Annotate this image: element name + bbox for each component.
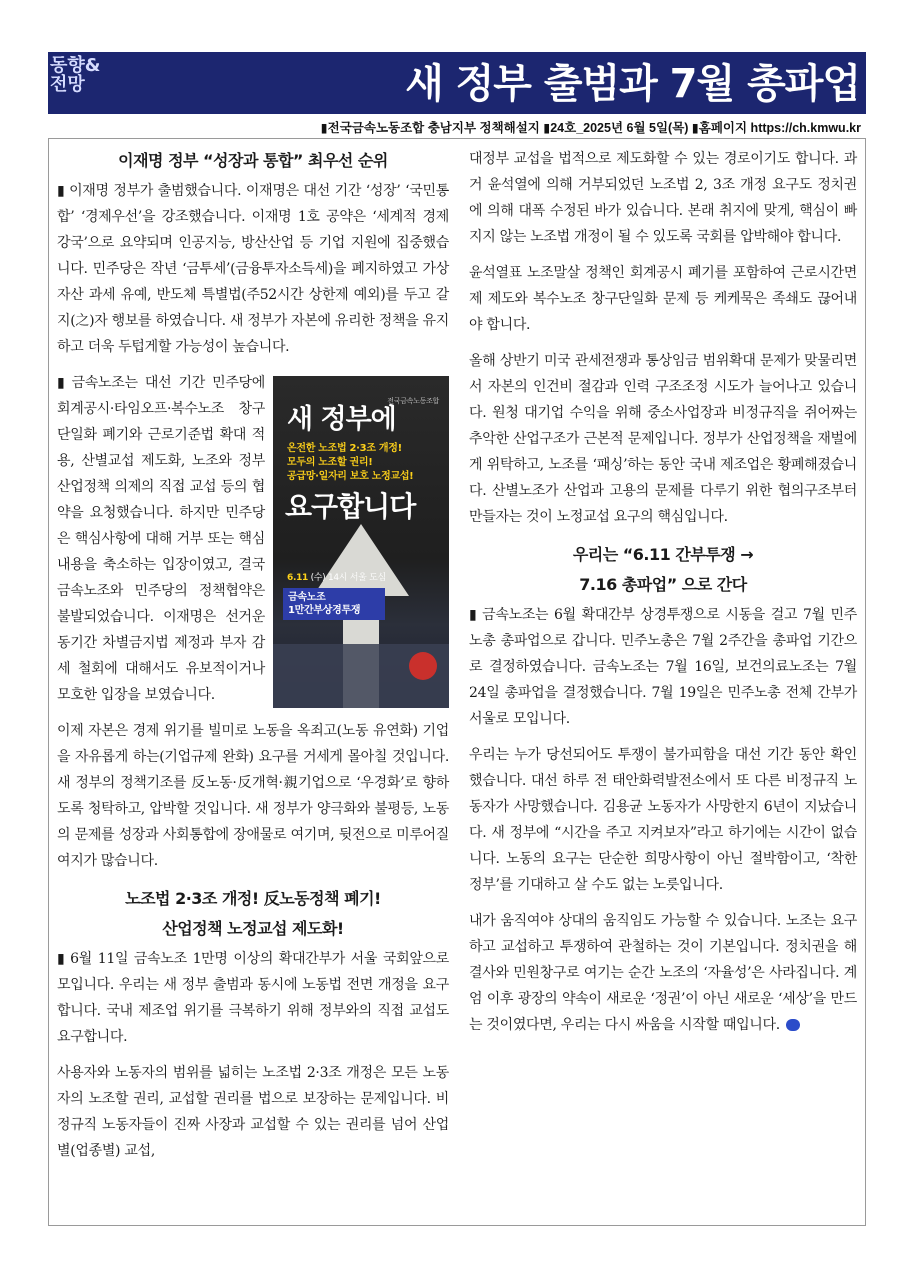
- heading-union-law-line-1: 노조법 2·3조 개정! 反노동정책 폐기!: [125, 889, 381, 908]
- poster-date-rest: (수) 14시 서울 도심: [308, 573, 386, 583]
- publication-info: ▮전국금속노동조합 충남지부 정책해설지 ▮24호_2025년 6월 5일(목) ▮홈페이지 https://ch.kmwu.kr: [320, 121, 861, 135]
- paragraph: ▮ 6월 11일 금속노조 1만명 이상의 확대간부가 서울 국회앞으로 모입니다. 우리는 새 정부 출범과 동시에 노동법 전면 개정을 요구합니다. 국내 제조업 위기를 극복하기 위해 정부와의 직접 교섭도 요구합니다.: [57, 951, 449, 1045]
- poster-box-line-2: 1만간부상경투쟁: [288, 605, 361, 616]
- poster-demands: [287, 442, 413, 484]
- poster-demand-1: 온전한 노조법 2·3조 개정!: [287, 443, 402, 454]
- paragraph: 올해 상반기 미국 관세전쟁과 통상임금 범위확대 문제가 맞물리면서 자본의 인건비 절감과 인력 구조조정 시도가 늘어나고 있습니다. 원청 대기업 수익을 위해 중소사업장과 비정규직을 쥐어짜는 추악한 산업구조가 근본적 문제입니다. 정부가 산업정책을 재벌에게 위탁하고, 노조를 ‘패싱’하는 동안 국내 제조업은 황폐해졌습니다. 산별노조가 산업과 고용의 문제를 다루기 위한 협의구조부터 만들자는 것이 노정교섭 요구의 핵심입니다.: [469, 353, 857, 525]
- poster-event-box: [283, 588, 385, 620]
- left-column: [57, 146, 449, 1164]
- paragraph: 우리는 누가 당선되어도 투쟁이 불가피함을 대선 기간 동안 확인했습니다. 대선 하루 전 태안화력발전소에서 또 다른 비정규직 노동자가 사망했습니다. 김용균 노동자가 사망한지 6년이 지났습니다. 새 정부에 “시간을 주고 지켜보자”라고 하기에는 시간이 없습니다. 노동의 요구는 단순한 희망사항이 아닌 절박함이고, ‘착한 정부’를 기대하고 살 수도 없는 노릇입니다.: [469, 747, 857, 893]
- poster-logo: 전국금속노동조합: [387, 397, 439, 405]
- heading-growth-integration: 이재명 정부 “성장과 통합” 최우선 순위: [118, 151, 388, 170]
- end-mark-icon: [786, 1019, 800, 1031]
- poster-headline-1: 새 정부에: [287, 404, 396, 435]
- paragraph: 사용자와 노동자의 범위를 넓히는 노조법 2·3조 개정은 모든 노동자의 노조할 권리, 교섭할 권리를 법으로 보장하는 문제입니다. 비정규직 노동자들이 진짜 사장과 교섭할 수 있는 권리를 넘어 산업별(업종별) 교섭,: [57, 1065, 449, 1159]
- fist-shape: [409, 652, 437, 680]
- paragraph-final: [469, 908, 857, 1038]
- heading-strike-plan-line-1: 우리는 “6.11 간부투쟁 →: [572, 545, 754, 564]
- paragraph: ▮ 이재명 정부가 출범했습니다. 이재명은 대선 기간 ‘성장’ ‘국민통합’ ‘경제우선’을 강조했습니다. 이재명 1호 공약은 ‘세계적 경제 강국’으로 요약되며 인공지능, 방산산업 등 기업 지원에 집중했습니다. 민주당은 작년 ‘금투세’(금융투자소득세)을 폐지하였고 가상자산 과세 유예, 반도체 특별법(주52시간 상한제 예외)를 두고 갈지(之)자 행보를 하였습니다. 새 정부가 자본에 유리한 정책을 유지하고 더욱 두텁게할 가능성이 높습니다.: [57, 183, 449, 355]
- paragraph: 이제 자본은 경제 위기를 빌미로 노동을 옥죄고(노동 유연화) 기업을 자유롭게 하는(기업규제 완화) 요구를 거세게 몰아칠 것입니다. 새 정부의 정책기조를 反노동·反개혁·親기업으로 ‘우경화’로 향하도록 청탁하고, 압박할 것입니다. 새 정부가 양극화와 불평등, 노동의 문제를 성장과 사회통합에 장애물로 여기며, 뒷전으로 미루어질 여지가 많습니다.: [57, 723, 449, 869]
- heading-union-law-line-2: 산업정책 노정교섭 제도화!: [162, 919, 344, 938]
- paragraph-final-text: 내가 움직여야 상대의 움직임도 가능할 수 있습니다. 노조는 요구하고 교섭하고 투쟁하여 관철하는 것이 기본입니다. 정치권을 해결사와 민원창구로 여기는 순간 노조의 ‘자율성’은 사라집니다. 계엄 이후 광장의 약속이 새로운 ‘정권’이 아닌 새로운 ‘세상’을 만드는 것이였다면, 우리는 다시 싸움을 시작할 때입니다.: [469, 913, 857, 1033]
- paragraph: ▮ 금속노조는 대선 기간 민주당에 회계공시·타임오프·복수노조 창구단일화 폐기와 근로기준법 확대 적용, 산별교섭 제도화, 노조와 정부 산업정책 의제의 직접 교섭 등의 협약을 요청했습니다. 하지만 민주당은 핵심사항에 대해 거부 또는 핵심내용을 축소하는 입장이였고, 결국 금속노조와 민주당의 정책협약은 불발되었습니다. 이재명은 선거운동기간 차별금지법 제정과 부자 감세 철회에 대해서도 유보적이거나 모호한 입장을 보였습니다.: [57, 375, 265, 703]
- poster-date: [287, 572, 386, 584]
- paragraph: ▮ 금속노조는 6월 확대간부 상경투쟁으로 시동을 걸고 7월 민주노총 총파업으로 갑니다. 민주노총은 7월 2주간을 총파업 기간으로 결정하였습니다. 금속노조는 7월 16일, 보건의료노조는 7월 24일 총파업을 결정했습니다. 7월 19일은 민주노총 전체 간부가 서울로 모입니다.: [469, 607, 857, 727]
- poster-demand-2: 모두의 노조할 권리!: [287, 457, 373, 468]
- poster-headline-2: 요구합니다: [285, 490, 416, 523]
- poster-image: [273, 376, 449, 708]
- page-title: 새 정부 출범과 7월 총파업: [405, 61, 860, 107]
- poster-box-line-1: 금속노조: [288, 592, 326, 603]
- heading-strike-plan: [469, 540, 857, 600]
- poster-date-bold: 6.11: [287, 573, 309, 583]
- right-column: [469, 146, 857, 1038]
- poster-demand-3: 공급망·일자리 보호 노정교섭!: [287, 471, 414, 482]
- heading-union-law: [57, 884, 449, 944]
- paragraph: 대정부 교섭을 법적으로 제도화할 수 있는 경로이기도 합니다. 과거 윤석열에 의해 거부되었던 노조법 2, 3조 개정 요구도 정치권에 의해 대폭 수정된 바가 있습니다. 본래 취지에 맞게, 핵심이 빠지지 않는 노조법 개정이 될 수 있도록 국회를 압박해야 합니다.: [469, 151, 857, 245]
- section-tag: 동향& 전망: [50, 55, 101, 95]
- heading-strike-plan-line-2: 7.16 총파업” 으로 간다: [579, 575, 747, 594]
- paragraph: 윤석열표 노조말살 정책인 회계공시 폐기를 포함하여 근로시간면제 제도와 복수노조 창구단일화 문제 등 케케묵은 족쇄도 끊어내야 합니다.: [469, 265, 857, 333]
